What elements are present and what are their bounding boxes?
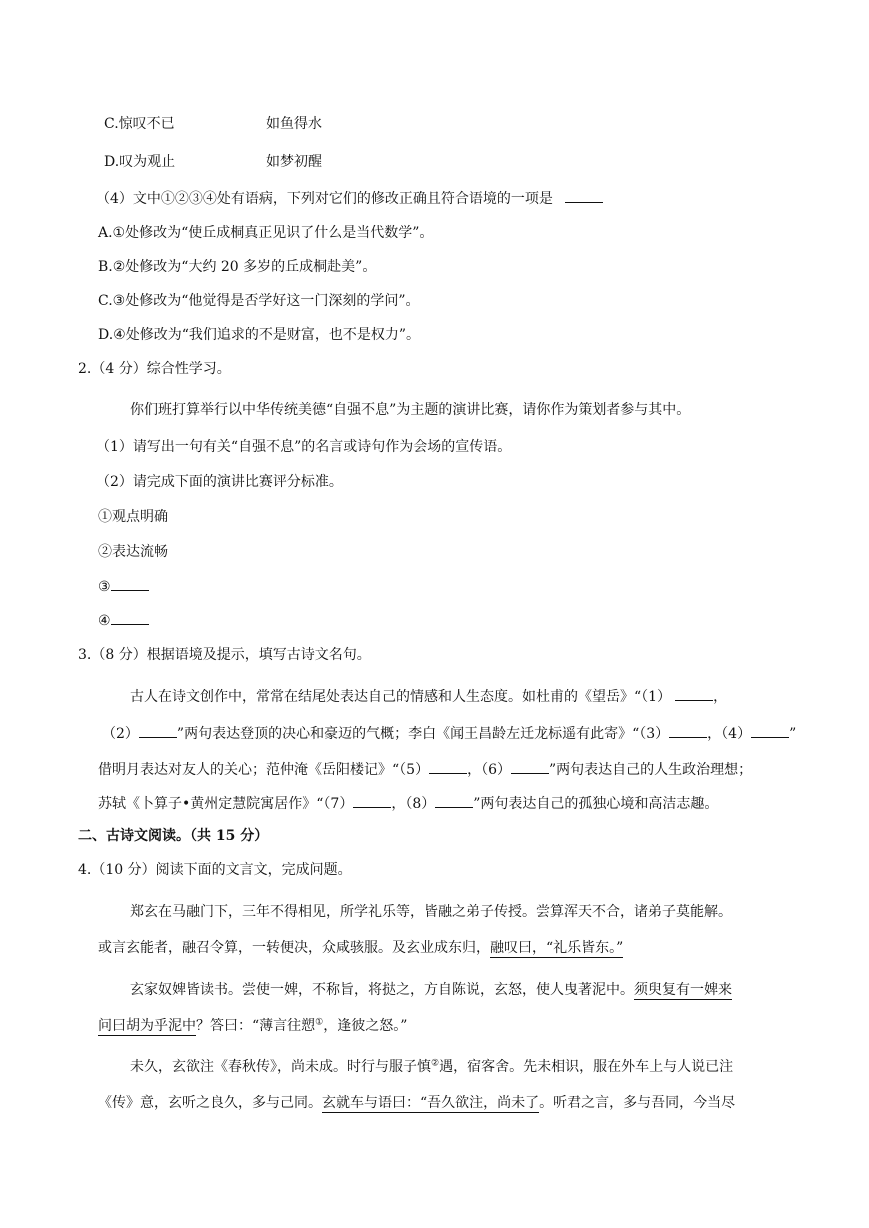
q1-4-option-b: B.②处修改为“大约 20 多岁的丘成桐赴美”。 [98,259,377,275]
q4-p3-line1 [130,1057,733,1077]
answer-blank [353,793,391,808]
q2-title: 2.（4 分）综合性学习。 [78,361,231,377]
q4-title: 4.（10 分）阅读下面的文言文，完成问题。 [78,862,352,878]
q4-p3-line1-end: 遇，宿客舍。先未相识，服在外车上与人说已注 [439,1059,734,1075]
option-d-value: 如梦初醒 [266,154,322,170]
underlined-sentence: 玄就车与语曰：“吾久欲注，尚未了 [322,1095,540,1111]
q2-item3-label: ③ [98,579,111,595]
q3-line4-end: ”两句表达自己的孤独心境和高洁志趣。 [473,796,719,812]
answer-blank [111,576,149,591]
section-heading: 二、古诗文阅读。（共 15 分） [78,828,269,844]
q4-p3-line1-text: 未久，玄欲注《春秋传》，尚未成。时行与服子慎 [130,1059,431,1075]
q4-p1-line2 [98,938,623,958]
underlined-sentence: 融叹曰，“礼乐皆东。” [490,940,624,956]
q4-p3-line2-text: 《传》意，玄听之良久，多与己同。 [98,1095,322,1111]
q1-4-question-text: （4）文中①②③④处有语病，下列对它们的修改正确且符合语境的一项是 [96,191,553,207]
option-c-value: 如鱼得水 [266,116,322,132]
answer-blank [435,793,473,808]
q3-line2-start: （2） [102,726,139,742]
underlined-sentence: 问曰胡为乎泥中 [98,1018,196,1034]
q2-item1: ①观点明确 [98,509,168,525]
q4-p1-line2-text: 或言玄能者，融召令算，一转便决，众咸骇服。及玄业成东归， [98,940,490,956]
answer-blank [139,723,177,738]
q4-p2-line2-text: ？答曰：“薄言往愬 [196,1018,316,1034]
q3-line4 [98,793,718,814]
answer-blank [565,188,603,203]
answer-blank [751,723,789,738]
q3-line4-start: 苏轼《卜算子•黄州定慧院寓居作》“（7） [98,796,354,812]
q3-line3-end: ”两句表达自己的人生政治理想； [549,762,753,778]
q3-line3 [98,759,752,780]
q3-title: 3.（8 分）根据语境及提示，填写古诗文名句。 [78,647,371,663]
q2-sub1: （1）请写出一句有关“自强不息”的名言或诗句作为会场的宣传语。 [96,439,512,455]
q2-intro: 你们班打算举行以中华传统美德“自强不息”为主题的演讲比赛，请你作为策划者参与其中。 [130,402,691,418]
q4-p2-line2-end: ，逢彼之怒。” [323,1018,408,1034]
q4-p2-line1-text: 玄家奴婢皆读书。尝使一婢，不称旨，将挞之，方自陈说，玄怒，使人曳著泥中。 [130,982,634,998]
answer-blank [511,759,549,774]
q2-item2: ②表达流畅 [98,544,168,560]
underlined-sentence: 须臾复有一婢来 [634,982,732,998]
q3-line1-text: 古人在诗文创作中，常常在结尾处表达自己的情感和人生态度。如杜甫的《望岳》“（1） [130,689,672,705]
q4-p1-line1: 郑玄在马融门下，三年不得相见，所学礼乐等，皆融之弟子传授。尝算浑天不合，诸弟子莫能解。 [130,904,732,920]
q1-4-option-a: A.①处修改为“使丘成桐真正见识了什么是当代数学”。 [98,225,434,241]
q1-4-question [96,188,603,209]
q2-item3 [98,576,149,597]
q3-line4-mid: ，（8） [391,796,436,812]
q1-4-option-c: C.③处修改为“他觉得是否学好这一门深刻的学问”。 [98,293,420,309]
q1-4-option-d: D.④处修改为“我们追求的不是财富，也不是权力”。 [98,327,421,343]
footnote-marker: ① [315,1017,324,1028]
answer-blank [669,723,707,738]
q3-line2-mid2: ，（4） [707,726,752,742]
q2-item4-label: ④ [98,613,111,629]
q3-line2 [102,723,796,744]
q3-line3-mid: ，（6） [467,762,511,778]
answer-blank [111,610,149,625]
footnote-marker: ② [431,1058,440,1069]
q3-line3-start: 借明月表达对友人的关心；范仲淹《岳阳楼记》“（5） [98,762,430,778]
q4-p3-line2 [98,1093,735,1113]
option-c-label: C.惊叹不已 [104,116,175,132]
q2-sub2: （2）请完成下面的演讲比赛评分标准。 [96,474,343,490]
q3-line2-end: ” [789,726,797,742]
q3-line1 [130,686,727,707]
answer-blank [675,686,713,701]
q4-p2-line2 [98,1016,407,1036]
q3-line2-mid: ”两句表达登顶的决心和豪迈的气概；李白《闻王昌龄左迁龙标遥有此寄》“（3） [176,726,670,742]
q3-line1-end: ， [713,689,728,705]
q4-p2-line1 [130,980,732,1000]
option-d-label: D.叹为观止 [104,154,176,170]
q4-p3-line2-end: 。听君之言，多与吾同，今当尽 [539,1095,736,1111]
answer-blank [429,759,467,774]
q2-item4 [98,610,149,631]
